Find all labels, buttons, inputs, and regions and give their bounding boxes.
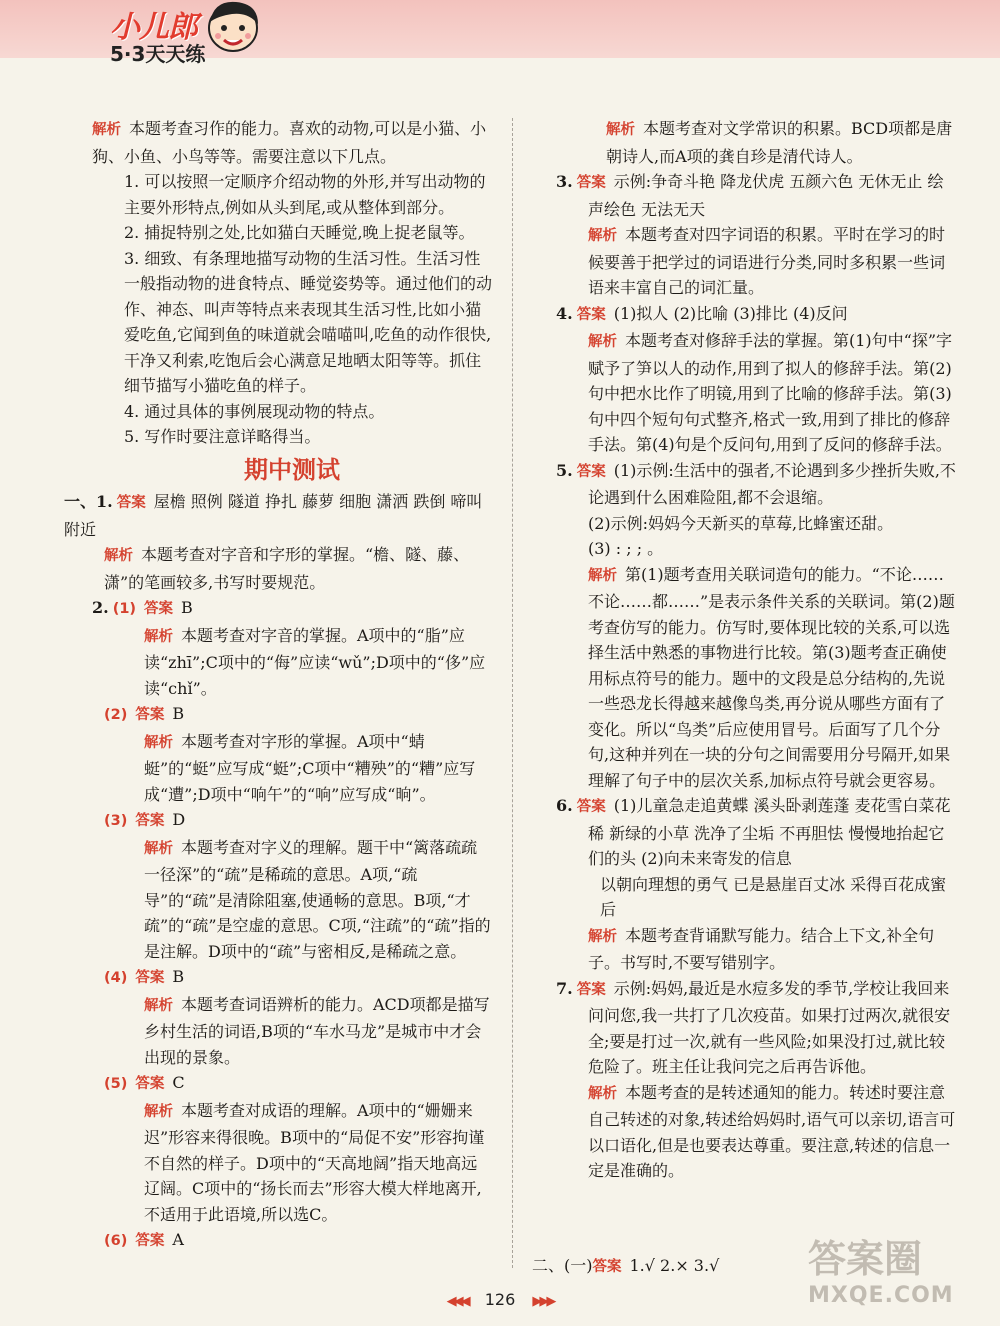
point-item: 3. 细致、有条理地描写动物的生活习性。生活习性一般指动物的进食特点、睡觉姿势等。通过他们的动作、神态、叫声等特点来表现其生活习性,比如小猫爱吃鱼,它闻到鱼的味道就会喵喵叫,吃鱼的动作很快,干净又利索,吃饱后会心满意足地晒太阳等等。抓住细节描写小猫吃鱼的样子。	[124, 248, 493, 395]
q4-analysis: 解析 本题考查对修辞手法的掌握。第(1)句中“探”字赋予了笋以人的动作,用到了拟人的修辞手法。第(2)句中把水比作了明镜,用到了比喻的修辞手法。第(3)句中四个短句句式整齐,格式一致,用到了排比的修辞手法。第(4)句是个反问句,用到了反问的修辞手法。	[588, 331, 953, 454]
q1-analysis: 解析 本题考查对字音和字形的掌握。“檐、隧、藤、潇”的笔画较多,书写时要规范。	[104, 545, 470, 592]
q6-analysis: 解析 本题考查背诵默写能力。结合上下文,补全句子。书写时,不要写错别字。	[588, 925, 935, 972]
q7-answer: 7. 答案 示例:妈妈,最近是水痘多发的季节,学校让我回来问问您,我一共打了几次疫苗。如果打过两次,就很安全;要是打过一次,就有一些风险;如果没打过,就比较危险了。班主任让我问完之后再告诉他。	[556, 978, 951, 1076]
brand-subtitle: 5·3天天练	[110, 42, 206, 66]
composition-analysis: 解析 本题考查习作的能力。喜欢的动物,可以是小猫、小狗、小鱼、小鸟等等。需要注意以下几点。	[92, 119, 487, 166]
q2-item-4-answer: (4) 答案 B	[104, 967, 185, 986]
section-two-answer: 二、(一)答案 1.√ 2.× 3.√	[532, 1256, 720, 1275]
column-divider	[512, 118, 513, 1268]
q2-item-3-answer: (3) 答案 D	[104, 810, 186, 829]
q5-answer-3: (3) : ; ; 。	[588, 539, 664, 558]
section-title: 期中测试	[244, 455, 340, 484]
q5-answer-1: 5. 答案 (1)示例:生活中的强者,不论遇到多少挫折失败,不论遇到什么困难险阻,都不会退缩。	[556, 460, 956, 507]
q3-analysis: 解析 本题考查对四字词语的积累。平时在学习的时候要善于把学过的词语进行分类,同时多积累一些词语来丰富自己的词汇量。	[588, 225, 946, 297]
left-column	[64, 116, 493, 1255]
page-number: 126	[484, 1290, 516, 1309]
point-item: 5. 写作时要注意详略得当。	[124, 427, 321, 446]
q3-answer: 3. 答案 示例:争奇斗艳 降龙伏虎 五颜六色 无休无止 绘声绘色 无法无天	[556, 172, 944, 219]
q2-item-2-analysis: 解析 本题考查对字形的掌握。A项中“蜻蜓”的“蜓”应写成“蜓”;C项中“糟殃”的“糟”应写成“遭”;D项中“响午”的“响”应写成“晌”。	[144, 731, 476, 804]
q5-analysis: 解析 第(1)题考查用关联词造句的能力。“不论……不论……都……”是表示条件关系的关联词。第(2)题考查仿写的能力。仿写时,要体现比较的关系,可以选择生活中熟悉的事物进行比较。第(3)题考查正确使用标点符号的能力。题中的文段是总分结构的,先说一些恐龙长得越来越像鸟类,再分说从哪些方面有了变化。所以“鸟类”后应使用冒号。后面写了几个分句,这种并列在一块的分句之间需要用分号隔开,如果理解了句子中的层次关系,加标点符号就会更容易。	[588, 564, 955, 790]
q6-answer: 6. 答案 (1)儿童急走追黄蝶 溪头卧剥莲蓬 麦花雪白菜花稀 新绿的小草 洗净了尘垢 不再胆怯 慢慢地抬起它们的头 (2)向未来寄发的信息	[556, 796, 951, 868]
q2-item-1-answer: 2. (1) 答案 B	[92, 598, 193, 617]
q2-item-3-analysis: 解析 本题考查对字义的理解。题干中“篱落疏疏一径深”的“疏”是稀疏的意思。A项,“疏导”的“疏”是清除阻塞,使通畅的意思。B项,“才疏”的“疏”是空虚的意思。C项,“注疏”的“疏”指的是注解。D项中的“疏”与密相反,是稀疏之意。	[144, 837, 491, 961]
prev-arrows-icon: ◀◀◀	[446, 1294, 468, 1309]
q2-item-5-answer: (5) 答案 C	[104, 1073, 185, 1092]
q6-literature-analysis: 解析 本题考查对文学常识的积累。BCD项都是唐朝诗人,而A项的龚自珍是清代诗人。	[606, 119, 953, 166]
q2-item-6-answer: (6) 答案 A	[104, 1230, 184, 1249]
point-item: 4. 通过具体的事例展现动物的特点。	[124, 401, 385, 421]
brand-logo	[110, 2, 270, 72]
q2-item-2-answer: (2) 答案 B	[104, 704, 185, 723]
watermark-logo: 答案圈 MXQE.COM	[808, 1237, 954, 1308]
q6-answer-cont: 以朝向理想的勇气 已是悬崖百丈冰 采得百花成蜜后	[600, 874, 947, 919]
q5-answer-2: (2)示例:妈妈今天新买的草莓,比蜂蜜还甜。	[588, 513, 894, 533]
point-item: 1. 可以按照一定顺序介绍动物的外形,并写出动物的主要外形特点,例如从头到尾,或从整体到部分。	[124, 172, 486, 217]
mascot-boy-icon	[202, 0, 264, 64]
next-arrows-icon: ▶▶▶	[532, 1294, 554, 1309]
q2-item-5-analysis: 解析 本题考查对成语的理解。A项中的“姗姗来迟”形容来得很晚。B项中的“局促不安”形容拘谨不自然的样子。D项中的“天高地阔”指天地高远辽阔。C项中的“扬长而去”形容大模大样地离开,不适用于此语境,所以选C。	[144, 1100, 485, 1224]
q2-item-4-analysis: 解析 本题考查词语辨析的能力。ACD项都是描写乡村生活的词语,B项的“车水马龙”是城市中才会出现的景象。	[144, 994, 490, 1067]
analysis-tag: 解析	[92, 122, 121, 138]
q2-item-1-analysis: 解析 本题考查对字音的掌握。A项中的“脂”应读“zhī”;C项中的“侮”应读“wǔ”;D项中的“侈”应读“chǐ”。	[144, 625, 486, 698]
q4-answer: 4. 答案 (1)拟人 (2)比喻 (3)排比 (4)反问	[556, 303, 848, 323]
right-column	[556, 116, 956, 1184]
q1-answer: 一、1. 答案 屋檐 照例 隧道 挣扎 藤萝 细胞 潇洒 跌倒 啼叫 附近	[64, 492, 483, 539]
q7-analysis: 解析 本题考查的是转述通知的能力。转述时要注意自己转述的对象,转述给妈妈时,语气可以亲切,语言可以口语化,但是也要表达尊重。要注意,转述的信息一定是准确的。	[588, 1082, 956, 1180]
brand-title: 小儿郎	[110, 10, 197, 45]
point-item: 2. 捕捉特别之处,比如猫白天睡觉,晚上捉老鼠等。	[124, 223, 475, 242]
